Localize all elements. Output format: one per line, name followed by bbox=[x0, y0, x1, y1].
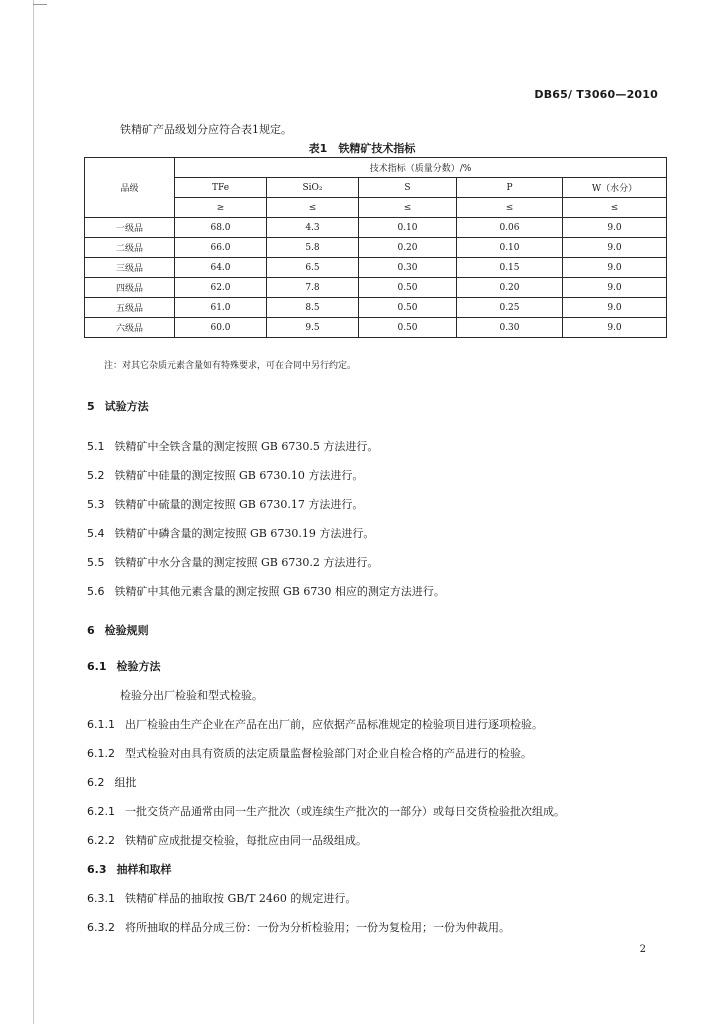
value-cell: 0.30 bbox=[359, 258, 457, 278]
section-line bbox=[87, 525, 374, 541]
section-number: 5.3 bbox=[87, 498, 105, 511]
value-cell: 4.3 bbox=[267, 218, 359, 238]
grade-cell: 二级品 bbox=[85, 238, 175, 258]
value-cell: 62.0 bbox=[175, 278, 267, 298]
section-text: 铁精矿中磷含量的测定按照 GB 6730.19 方法进行。 bbox=[114, 527, 375, 540]
section-number: 6.2.2 bbox=[87, 834, 115, 847]
value-cell: 0.10 bbox=[457, 238, 563, 258]
table-row bbox=[85, 278, 667, 298]
section-number: 5 bbox=[87, 400, 95, 413]
section-text: 一批交货产品通常由同一生产批次（或连续生产批次的一部分）或每日交货检验批次组成。 bbox=[125, 805, 565, 818]
column-header: TFe bbox=[175, 178, 267, 198]
scan-corner-mark bbox=[33, 4, 47, 5]
section-text: 铁精矿中水分含量的测定按照 GB 6730.2 方法进行。 bbox=[114, 556, 379, 569]
value-cell: 9.0 bbox=[563, 278, 667, 298]
value-cell: 5.8 bbox=[267, 238, 359, 258]
grade-cell: 一级品 bbox=[85, 218, 175, 238]
section-text: 检验方法 bbox=[116, 660, 161, 673]
grade-cell: 六级品 bbox=[85, 318, 175, 338]
section-line bbox=[87, 890, 356, 906]
section-line bbox=[87, 438, 378, 454]
value-cell: 0.50 bbox=[359, 278, 457, 298]
section-line bbox=[87, 745, 532, 761]
group-header-cell: 技术指标（质量分数）/% bbox=[175, 158, 667, 178]
section-line bbox=[120, 687, 263, 703]
value-cell: 0.25 bbox=[457, 298, 563, 318]
section-line bbox=[87, 467, 363, 483]
section-number: 6.1.2 bbox=[87, 747, 115, 760]
value-cell: 9.0 bbox=[563, 318, 667, 338]
section-text: 出厂检验由生产企业在产品在出厂前，应依据产品标准规定的检验项目进行逐项检验。 bbox=[125, 718, 543, 731]
section-line bbox=[87, 774, 137, 790]
section-text: 抽样和取样 bbox=[116, 863, 172, 876]
value-cell: 0.50 bbox=[359, 318, 457, 338]
section-text: 铁精矿中硫量的测定按照 GB 6730.17 方法进行。 bbox=[114, 498, 364, 511]
section-text: 将所抽取的样品分成三份：一份为分析检验用；一份为复检用；一份为仲裁用。 bbox=[125, 921, 510, 934]
value-cell: 0.15 bbox=[457, 258, 563, 278]
section-line bbox=[87, 861, 172, 877]
section-line bbox=[87, 398, 149, 414]
value-cell: 64.0 bbox=[175, 258, 267, 278]
value-cell: 0.10 bbox=[359, 218, 457, 238]
section-number: 6.3 bbox=[87, 863, 107, 876]
section-text: 检验规则 bbox=[104, 624, 149, 637]
section-line bbox=[87, 803, 565, 819]
value-cell: 9.0 bbox=[563, 298, 667, 318]
column-header: P bbox=[457, 178, 563, 198]
table-row bbox=[85, 258, 667, 278]
section-text: 铁精矿中全铁含量的测定按照 GB 6730.5 方法进行。 bbox=[114, 440, 379, 453]
spec-table bbox=[84, 157, 667, 338]
intro-paragraph: 铁精矿产品级划分应符合表1规定。 bbox=[120, 123, 292, 136]
section-text: 组批 bbox=[114, 776, 137, 789]
value-cell: 6.5 bbox=[267, 258, 359, 278]
section-number: 5.2 bbox=[87, 469, 105, 482]
limit-cell: ≤ bbox=[359, 198, 457, 218]
limit-cell: ≤ bbox=[457, 198, 563, 218]
value-cell: 8.5 bbox=[267, 298, 359, 318]
value-cell: 68.0 bbox=[175, 218, 267, 238]
section-number: 5.5 bbox=[87, 556, 105, 569]
column-header: SiO₂ bbox=[267, 178, 359, 198]
column-header: W（水分） bbox=[563, 178, 667, 198]
grade-header-cell: 品级 bbox=[85, 158, 175, 218]
value-cell: 0.20 bbox=[359, 238, 457, 258]
section-number: 5.6 bbox=[87, 585, 105, 598]
table-note: 注：对其它杂质元素含量如有特殊要求，可在合同中另行约定。 bbox=[104, 361, 357, 371]
table-row bbox=[85, 318, 667, 338]
section-line bbox=[87, 496, 363, 512]
section-text: 铁精矿中硅量的测定按照 GB 6730.10 方法进行。 bbox=[114, 469, 364, 482]
table-row bbox=[85, 218, 667, 238]
page-number: 2 bbox=[639, 944, 646, 955]
section-text: 铁精矿应成批提交检验，每批应由同一品级组成。 bbox=[125, 834, 367, 847]
section-number: 6.3.2 bbox=[87, 921, 115, 934]
table-row bbox=[85, 298, 667, 318]
value-cell: 7.8 bbox=[267, 278, 359, 298]
section-line bbox=[87, 919, 510, 935]
section-line bbox=[87, 832, 367, 848]
column-header: S bbox=[359, 178, 457, 198]
value-cell: 9.0 bbox=[563, 258, 667, 278]
value-cell: 9.0 bbox=[563, 218, 667, 238]
table-header-row bbox=[85, 158, 667, 178]
section-number: 5.1 bbox=[87, 440, 105, 453]
value-cell: 0.20 bbox=[457, 278, 563, 298]
value-cell: 9.5 bbox=[267, 318, 359, 338]
grade-cell: 三级品 bbox=[85, 258, 175, 278]
section-number: 6.1 bbox=[87, 660, 107, 673]
value-cell: 60.0 bbox=[175, 318, 267, 338]
table-row bbox=[85, 238, 667, 258]
standard-code: DB65/ T3060—2010 bbox=[534, 88, 658, 101]
section-text: 型式检验对由具有资质的法定质量监督检验部门对企业自检合格的产品进行的检验。 bbox=[125, 747, 532, 760]
grade-cell: 五级品 bbox=[85, 298, 175, 318]
section-line bbox=[87, 622, 149, 638]
grade-cell: 四级品 bbox=[85, 278, 175, 298]
value-cell: 0.06 bbox=[457, 218, 563, 238]
section-number: 6.2.1 bbox=[87, 805, 115, 818]
section-number: 6.3.1 bbox=[87, 892, 115, 905]
limit-cell: ≤ bbox=[563, 198, 667, 218]
limit-cell: ≤ bbox=[267, 198, 359, 218]
value-cell: 66.0 bbox=[175, 238, 267, 258]
section-line bbox=[87, 554, 378, 570]
section-number: 5.4 bbox=[87, 527, 105, 540]
section-line bbox=[87, 658, 161, 674]
table-caption: 表1 铁精矿技术指标 bbox=[308, 142, 416, 155]
section-line bbox=[87, 716, 543, 732]
section-number: 6.2 bbox=[87, 776, 105, 789]
section-text: 检验分出厂检验和型式检验。 bbox=[120, 689, 263, 702]
section-number: 6 bbox=[87, 624, 95, 637]
value-cell: 0.30 bbox=[457, 318, 563, 338]
limit-cell: ≥ bbox=[175, 198, 267, 218]
value-cell: 61.0 bbox=[175, 298, 267, 318]
section-number: 6.1.1 bbox=[87, 718, 115, 731]
section-line bbox=[87, 583, 445, 599]
section-text: 铁精矿样品的抽取按 GB/T 2460 的规定进行。 bbox=[125, 892, 357, 905]
section-text: 试验方法 bbox=[104, 400, 149, 413]
value-cell: 9.0 bbox=[563, 238, 667, 258]
section-text: 铁精矿中其他元素含量的测定按照 GB 6730 相应的测定方法进行。 bbox=[114, 585, 445, 598]
value-cell: 0.50 bbox=[359, 298, 457, 318]
